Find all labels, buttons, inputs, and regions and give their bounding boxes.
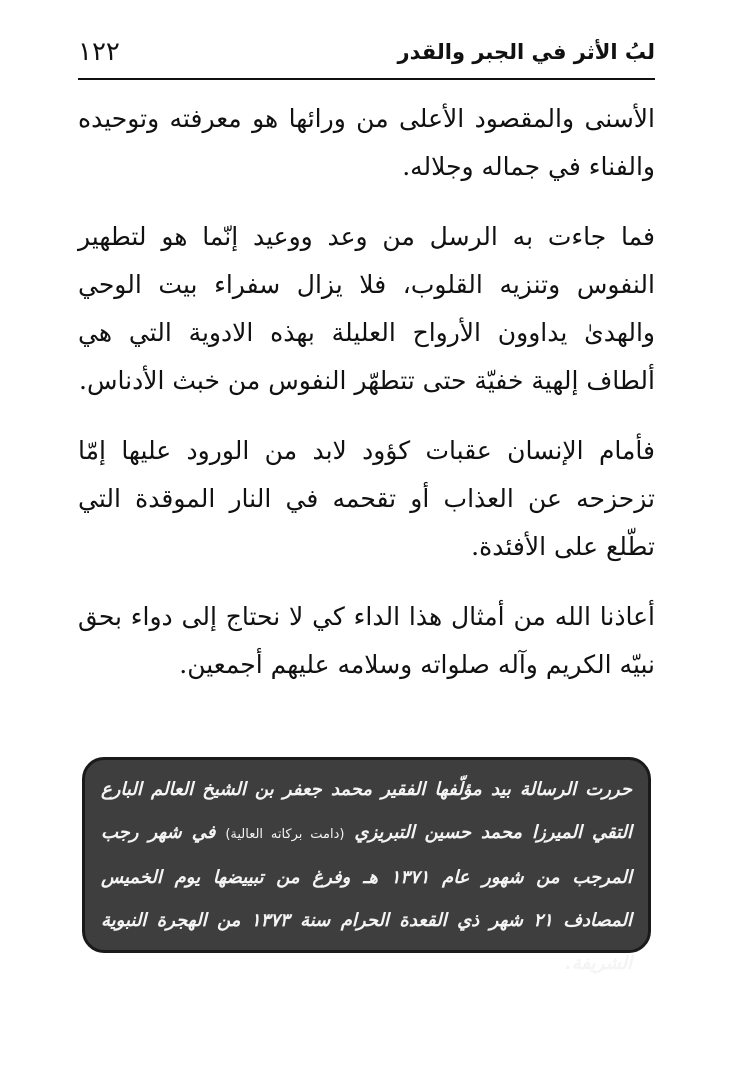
paragraph-3: فأمام الإنسان عقبات كؤود لابد من الورود عليها إمّا تزحزحه عن العذاب أو تقحمه في النار الموقدة التي تطّلع على الأفئدة. <box>78 436 655 561</box>
body-text <box>78 95 655 711</box>
page-number: ١٢٢ <box>78 37 120 67</box>
running-title: لبُ الأثر في الجبر والقدر <box>397 40 655 64</box>
colophon-text-start: حررت الرسالة بيد مؤلّفها الفقير محمد جعفر بن الشيخ العالم البارع التقي الميرزا محمد حسين التبريزي <box>101 779 632 843</box>
colophon-text-end: في شهر رجب المرجب من شهور عام ١٣٧١ هـ وفرغ من تبييضها يوم الخميس المصادف ٢١ شهر ذي القعدة الحرام سنة ١٣٧٣ من الهجرة النبوية الشريفة. <box>101 822 633 974</box>
paragraph-4: أعاذنا الله من أمثال هذا الداء كي لا نحتاج إلى دواء بحق نبيّه الكريم وآله صلواته وسلامه عليهم أجمعين. <box>78 602 655 679</box>
running-head <box>78 30 655 74</box>
colophon-box <box>82 757 651 974</box>
colophon-honorific: (دامت بركاته العالية) <box>225 827 345 842</box>
paragraph-1: الأسنى والمقصود الأعلى من ورائها هو معرفته وتوحيده والفناء في جماله وجلاله. <box>78 104 655 181</box>
paragraph-2: فما جاءت به الرسل من وعد ووعيد إنّما هو لتطهير النفوس وتنزيه القلوب، فلا يزال سفراء بيت الوحي والهدىٰ يداوون الأرواح العليلة بهذه الادوية التي هي ألطاف إلهية خفيّة حتى تتطهّر النفوس من خبث الأدناس. <box>78 222 655 395</box>
header-rule <box>78 78 655 80</box>
